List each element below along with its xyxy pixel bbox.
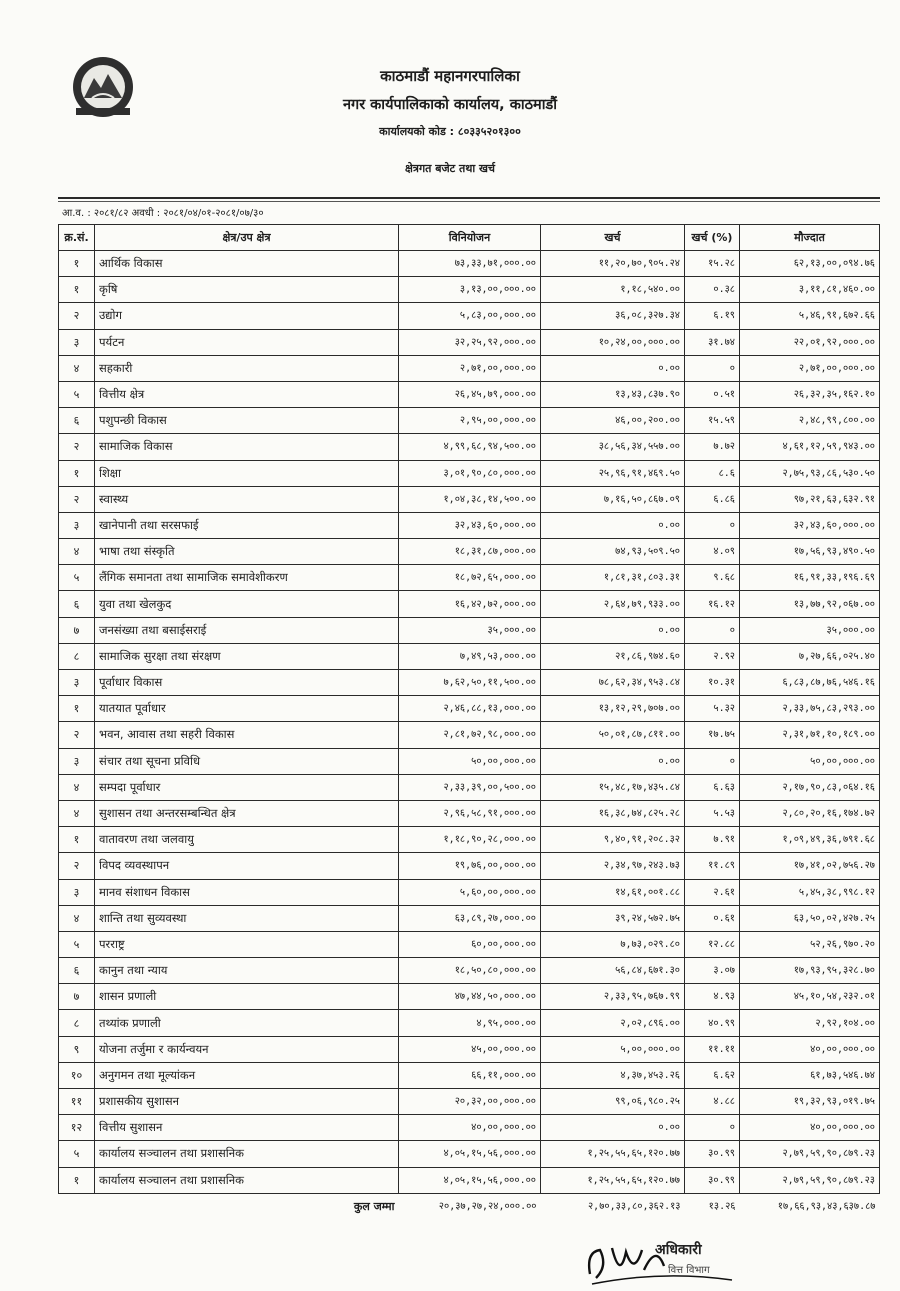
row-balance: १३,७७,९२,०६७.००	[740, 591, 880, 617]
row-balance: २,८०,२०,१६,१७४.७२	[740, 800, 880, 826]
row-balance: ४०,००,०००.००	[740, 1115, 880, 1141]
table-row	[59, 329, 880, 355]
total-row	[59, 1193, 880, 1219]
row-expenditure: ७,७३,०२९.८०	[541, 931, 685, 957]
row-sector-name: वातावरण तथा जलवायु	[95, 827, 399, 853]
row-balance: २,४८,९९,८००.००	[740, 408, 880, 434]
table-row	[59, 879, 880, 905]
table-row	[59, 748, 880, 774]
row-serial-number: १	[59, 827, 95, 853]
table-row	[59, 434, 880, 460]
row-balance: ६३,५०,०२,४२७.२५	[740, 905, 880, 931]
row-expenditure-pct: ३०.९९	[685, 1141, 740, 1167]
table-row	[59, 565, 880, 591]
row-serial-number: ५	[59, 1141, 95, 1167]
row-expenditure-pct: ६.६३	[685, 774, 740, 800]
row-expenditure-pct: १७.७५	[685, 722, 740, 748]
row-expenditure-pct: १५.५९	[685, 408, 740, 434]
row-expenditure: ०.००	[541, 1115, 685, 1141]
row-expenditure: १,१८,५४०.००	[541, 277, 685, 303]
table-row	[59, 303, 880, 329]
row-serial-number: ८	[59, 1010, 95, 1036]
signatory-department: वित्त विभाग	[668, 1265, 710, 1276]
row-serial-number: ६	[59, 958, 95, 984]
row-expenditure: ०.००	[541, 617, 685, 643]
row-serial-number: १	[59, 696, 95, 722]
row-serial-number: ४	[59, 355, 95, 381]
table-row	[59, 277, 880, 303]
row-balance: ६,८३,८७,७६,५४६.१६	[740, 670, 880, 696]
table-row	[59, 460, 880, 486]
row-sector-name: आर्थिक विकास	[95, 251, 399, 277]
row-serial-number: ७	[59, 984, 95, 1010]
row-expenditure: ०.००	[541, 748, 685, 774]
row-sector-name: तथ्यांक प्रणाली	[95, 1010, 399, 1036]
row-expenditure-pct: ६.८६	[685, 486, 740, 512]
row-expenditure: १,२५,५५,६५,१२०.७७	[541, 1141, 685, 1167]
row-expenditure: २,६४,७९,९३३.००	[541, 591, 685, 617]
row-expenditure: ३६,०८,३२७.३४	[541, 303, 685, 329]
table-row	[59, 853, 880, 879]
row-sector-name: योजना तर्जुमा र कार्यन्वयन	[95, 1036, 399, 1062]
row-expenditure-pct: ३१.७४	[685, 329, 740, 355]
row-balance: ३,११,८१,४६०.००	[740, 277, 880, 303]
row-sector-name: वित्तीय सुशासन	[95, 1115, 399, 1141]
signatory-title: अधिकारी	[655, 1242, 702, 1258]
row-allocation: २,३३,३९,००,५००.००	[399, 774, 541, 800]
row-serial-number: २	[59, 303, 95, 329]
row-serial-number: २	[59, 853, 95, 879]
row-allocation: ६३,८९,२७,०००.००	[399, 905, 541, 931]
row-allocation: १,१८,९०,२८,०००.००	[399, 827, 541, 853]
row-expenditure-pct: ०.६१	[685, 905, 740, 931]
row-sector-name: सामाजिक सुरक्षा तथा संरक्षण	[95, 643, 399, 669]
total-allocation: २०,३७,२७,२४,०००.००	[438, 1200, 537, 1212]
col-header-expenditure-pct: खर्च (%)	[685, 225, 740, 251]
row-expenditure-pct: ५.३२	[685, 696, 740, 722]
row-serial-number: ५	[59, 381, 95, 407]
row-expenditure-pct: ३.०७	[685, 958, 740, 984]
row-sector-name: कानुन तथा न्याय	[95, 958, 399, 984]
row-serial-number: ५	[59, 565, 95, 591]
row-expenditure-pct: ०	[685, 617, 740, 643]
row-sector-name: संचार तथा सूचना प्रविधि	[95, 748, 399, 774]
table-row	[59, 381, 880, 407]
office-code: कार्यालयको कोड : ८०३३५२०१३००	[379, 125, 521, 138]
total-balance: १७,६६,९३,४३,६३७.८७	[777, 1200, 876, 1212]
row-expenditure: ५०,०१,८७,८११.००	[541, 722, 685, 748]
row-balance: १९,३२,९३,०१९.७५	[740, 1089, 880, 1115]
row-allocation: ४७,४४,५०,०००.००	[399, 984, 541, 1010]
table-row	[59, 931, 880, 957]
row-allocation: २,४६,८८,१३,०००.००	[399, 696, 541, 722]
row-allocation: ४,९५,०००.००	[399, 1010, 541, 1036]
row-balance: ६१,७३,५४६.७४	[740, 1062, 880, 1088]
header-divider-thin	[58, 201, 880, 202]
row-expenditure: १३,४३,८३७.९०	[541, 381, 685, 407]
row-allocation: ३,०१,९०,८०,०००.००	[399, 460, 541, 486]
table-row	[59, 774, 880, 800]
table-row	[59, 512, 880, 538]
row-balance: २,७९,५९,९०,८७९.२३	[740, 1141, 880, 1167]
row-allocation: १,०४,३८,१४,५००.००	[399, 486, 541, 512]
row-allocation: ३५,०००.००	[399, 617, 541, 643]
row-expenditure-pct: १६.१२	[685, 591, 740, 617]
row-allocation: ६६,११,०००.००	[399, 1062, 541, 1088]
office-name: नगर कार्यपालिकाको कार्यालय, काठमाडौं	[342, 97, 557, 113]
table-row	[59, 800, 880, 826]
row-allocation: ३२,२५,९२,०००.००	[399, 329, 541, 355]
table-row	[59, 827, 880, 853]
row-allocation: २६,४५,७९,०००.००	[399, 381, 541, 407]
row-expenditure-pct: २.६१	[685, 879, 740, 905]
table-header-row	[59, 225, 880, 251]
row-expenditure: ३८,५६,३४,५५७.००	[541, 434, 685, 460]
row-allocation: १८,७२,६५,०००.००	[399, 565, 541, 591]
row-balance: ४०,००,०००.००	[740, 1036, 880, 1062]
col-header-sn: क्र.सं.	[59, 225, 95, 251]
table-row	[59, 1010, 880, 1036]
row-serial-number: ३	[59, 329, 95, 355]
row-expenditure: १,२५,५५,६५,१२०.७७	[541, 1167, 685, 1193]
total-expenditure: २,७०,३३,८०,३६२.१३	[587, 1200, 681, 1212]
fiscal-period: आ.व. : २०८१/८२ अवधी : २०८१/०४/०१-२०८१/०७/३०	[62, 208, 264, 219]
row-expenditure: ५६,८४,६७१.३०	[541, 958, 685, 984]
row-allocation: १८,३१,८७,०००.००	[399, 539, 541, 565]
row-expenditure-pct: ६.६२	[685, 1062, 740, 1088]
row-expenditure-pct: ३०.९९	[685, 1167, 740, 1193]
row-expenditure: ०.००	[541, 512, 685, 538]
table-row	[59, 722, 880, 748]
row-expenditure-pct: ०.५१	[685, 381, 740, 407]
row-serial-number: १	[59, 460, 95, 486]
row-balance: २,७५,९३,८६,५३०.५०	[740, 460, 880, 486]
row-expenditure-pct: ०	[685, 748, 740, 774]
row-expenditure: ९९,०६,९८०.२५	[541, 1089, 685, 1115]
row-serial-number: ४	[59, 539, 95, 565]
row-allocation: २,९५,००,०००.००	[399, 408, 541, 434]
row-sector-name: पशुपन्छी विकास	[95, 408, 399, 434]
row-expenditure: ४,३७,४५३.२६	[541, 1062, 685, 1088]
row-balance: १६,९१,३३,१९६.६९	[740, 565, 880, 591]
row-serial-number: ४	[59, 905, 95, 931]
row-sector-name: प्रशासकीय सुशासन	[95, 1089, 399, 1115]
row-expenditure: २१,८६,९७४.६०	[541, 643, 685, 669]
row-expenditure: २,३४,९७,२४३.७३	[541, 853, 685, 879]
row-expenditure-pct: २.९२	[685, 643, 740, 669]
table-row	[59, 1089, 880, 1115]
row-expenditure-pct: ११.११	[685, 1036, 740, 1062]
row-expenditure: ३९,२४,५७२.७५	[541, 905, 685, 931]
row-serial-number: २	[59, 722, 95, 748]
col-header-sector: क्षेत्र/उप क्षेत्र	[95, 225, 399, 251]
row-serial-number: २	[59, 486, 95, 512]
row-balance: २,३३,७५,८३,२९३.००	[740, 696, 880, 722]
row-serial-number: ३	[59, 879, 95, 905]
table-row	[59, 670, 880, 696]
row-balance: ३५,०००.००	[740, 617, 880, 643]
row-expenditure-pct: ८.६	[685, 460, 740, 486]
row-allocation: ५०,००,०००.००	[399, 748, 541, 774]
row-expenditure: १,८१,३१,८०३.३१	[541, 565, 685, 591]
row-allocation: २०,३२,००,०००.००	[399, 1089, 541, 1115]
row-serial-number: १	[59, 277, 95, 303]
row-sector-name: खानेपानी तथा सरसफाई	[95, 512, 399, 538]
row-serial-number: ४	[59, 774, 95, 800]
table-row	[59, 958, 880, 984]
row-expenditure: ७८,६२,३४,९५३.८४	[541, 670, 685, 696]
row-serial-number: ८	[59, 643, 95, 669]
table-row	[59, 905, 880, 931]
sector-budget-table	[58, 224, 880, 1219]
row-balance: २२,०१,९२,०००.००	[740, 329, 880, 355]
row-balance: ६२,१३,००,०९४.७६	[740, 251, 880, 277]
row-serial-number: १	[59, 1167, 95, 1193]
table-row	[59, 1167, 880, 1193]
row-allocation: ५,६०,००,०००.००	[399, 879, 541, 905]
municipality-name: काठमाडौं महानगरपालिका	[380, 67, 520, 85]
row-serial-number: ६	[59, 591, 95, 617]
row-serial-number: १	[59, 251, 95, 277]
row-serial-number: ३	[59, 512, 95, 538]
row-allocation: ५,८३,००,०००.००	[399, 303, 541, 329]
table-row	[59, 408, 880, 434]
row-balance: ५०,००,०००.००	[740, 748, 880, 774]
row-expenditure-pct: ४.०९	[685, 539, 740, 565]
row-balance: १७,५६,९३,४९०.५०	[740, 539, 880, 565]
row-expenditure-pct: ०	[685, 1115, 740, 1141]
row-sector-name: शान्ति तथा सुव्यवस्था	[95, 905, 399, 931]
row-expenditure: ९,४०,९१,२०८.३२	[541, 827, 685, 853]
row-sector-name: परराष्ट्र	[95, 931, 399, 957]
row-expenditure-pct: १२.८८	[685, 931, 740, 957]
row-expenditure: १६,३८,७४,८२५.२८	[541, 800, 685, 826]
row-balance: २,९२,१०४.००	[740, 1010, 880, 1036]
row-expenditure: ४६,००,२००.००	[541, 408, 685, 434]
row-allocation: ७,६२,५०,११,५००.००	[399, 670, 541, 696]
row-sector-name: लैंगिक समानता तथा सामाजिक समावेशीकरण	[95, 565, 399, 591]
row-sector-name: उद्योग	[95, 303, 399, 329]
row-expenditure: ७,१६,५०,८६७.०९	[541, 486, 685, 512]
row-balance: ३२,४३,६०,०००.००	[740, 512, 880, 538]
row-expenditure-pct: ११.८९	[685, 853, 740, 879]
table-row	[59, 539, 880, 565]
row-expenditure-pct: ४०.९९	[685, 1010, 740, 1036]
row-sector-name: कार्यालय सञ्चालन तथा प्रशासनिक	[95, 1141, 399, 1167]
row-expenditure-pct: ०	[685, 512, 740, 538]
row-sector-name: शिक्षा	[95, 460, 399, 486]
row-expenditure: ०.००	[541, 355, 685, 381]
row-allocation: ६०,००,०००.००	[399, 931, 541, 957]
total-spacer	[59, 1193, 95, 1219]
row-allocation: २,७१,००,०००.००	[399, 355, 541, 381]
row-sector-name: कृषि	[95, 277, 399, 303]
row-serial-number: ११	[59, 1089, 95, 1115]
row-balance: ५२,२६,९७०.२०	[740, 931, 880, 957]
row-allocation: ४,०५,१५,५६,०००.००	[399, 1167, 541, 1193]
row-sector-name: वित्तीय क्षेत्र	[95, 381, 399, 407]
table-row	[59, 1036, 880, 1062]
row-sector-name: सुशासन तथा अन्तरसम्बन्धित क्षेत्र	[95, 800, 399, 826]
row-balance: ९७,२१,६३,६३२.९१	[740, 486, 880, 512]
row-sector-name: सामाजिक विकास	[95, 434, 399, 460]
row-expenditure-pct: ५.५३	[685, 800, 740, 826]
row-serial-number: ३	[59, 670, 95, 696]
total-label: कुल जम्मा	[353, 1199, 395, 1213]
row-allocation: २,९६,५८,९१,०००.००	[399, 800, 541, 826]
row-serial-number: ५	[59, 931, 95, 957]
row-expenditure-pct: १०.३१	[685, 670, 740, 696]
row-balance: २,३१,७१,१०,१८९.००	[740, 722, 880, 748]
col-header-balance: मौज्दात	[740, 225, 880, 251]
row-balance: ४५,१०,५४,२३२.०१	[740, 984, 880, 1010]
row-expenditure-pct: ४.९३	[685, 984, 740, 1010]
row-sector-name: अनुगमन तथा मूल्यांकन	[95, 1062, 399, 1088]
row-expenditure-pct: ०.३८	[685, 277, 740, 303]
row-serial-number: ७	[59, 617, 95, 643]
row-allocation: २,८१,७२,९८,०००.००	[399, 722, 541, 748]
row-allocation: ४५,००,०००.००	[399, 1036, 541, 1062]
row-sector-name: सम्पदा पूर्वाधार	[95, 774, 399, 800]
row-allocation: ३२,४३,६०,०००.००	[399, 512, 541, 538]
total-expenditure-pct: १३.२६	[708, 1200, 736, 1212]
row-sector-name: युवा तथा खेलकुद	[95, 591, 399, 617]
row-expenditure-pct: ७.९१	[685, 827, 740, 853]
row-expenditure-pct: १५.२८	[685, 251, 740, 277]
row-allocation: १९,७६,००,०००.००	[399, 853, 541, 879]
row-sector-name: पूर्वाधार विकास	[95, 670, 399, 696]
row-sector-name: पर्यटन	[95, 329, 399, 355]
row-expenditure: २५,९६,९१,४६९.५०	[541, 460, 685, 486]
table-row	[59, 1062, 880, 1088]
table-row	[59, 251, 880, 277]
row-balance: ५,४५,३८,९९८.१२	[740, 879, 880, 905]
row-allocation: ३,१३,००,०००.००	[399, 277, 541, 303]
row-sector-name: विपद व्यवस्थापन	[95, 853, 399, 879]
row-balance: १,०९,४९,३६,७९१.६८	[740, 827, 880, 853]
row-expenditure-pct: ६.१९	[685, 303, 740, 329]
row-allocation: ४०,००,०००.००	[399, 1115, 541, 1141]
row-expenditure: १४,६१,००१.८८	[541, 879, 685, 905]
row-expenditure: ११,२०,७०,९०५.२४	[541, 251, 685, 277]
row-sector-name: शासन प्रणाली	[95, 984, 399, 1010]
row-expenditure: ७४,९३,५०९.५०	[541, 539, 685, 565]
row-serial-number: ४	[59, 800, 95, 826]
row-expenditure: १५,४८,१७,४३५.८४	[541, 774, 685, 800]
row-sector-name: स्वास्थ्य	[95, 486, 399, 512]
row-sector-name: सहकारी	[95, 355, 399, 381]
row-serial-number: १०	[59, 1062, 95, 1088]
row-sector-name: मानव संशाधन विकास	[95, 879, 399, 905]
table-row	[59, 591, 880, 617]
report-title: क्षेत्रगत बजेट तथा खर्च	[404, 162, 496, 175]
row-expenditure-pct: ४.८८	[685, 1089, 740, 1115]
row-balance: १७,४१,०२,७५६.२७	[740, 853, 880, 879]
row-allocation: ४,०५,१५,५६,०००.००	[399, 1141, 541, 1167]
row-balance: २,१७,९०,८३,०६४.१६	[740, 774, 880, 800]
row-balance: २,७९,५९,९०,८७९.२३	[740, 1167, 880, 1193]
row-expenditure: ५,००,०००.००	[541, 1036, 685, 1062]
table-row	[59, 1115, 880, 1141]
row-expenditure: २,०२,८९६.००	[541, 1010, 685, 1036]
row-expenditure: १०,२४,००,०००.००	[541, 329, 685, 355]
row-balance: २,७१,००,०००.००	[740, 355, 880, 381]
table-row	[59, 355, 880, 381]
col-header-allocation: विनियोजन	[399, 225, 541, 251]
row-serial-number: १२	[59, 1115, 95, 1141]
table-row	[59, 1141, 880, 1167]
table-row	[59, 984, 880, 1010]
row-allocation: १६,४२,७२,०००.००	[399, 591, 541, 617]
row-expenditure: २,३३,९५,७६७.९९	[541, 984, 685, 1010]
row-allocation: ७,४९,५३,०००.००	[399, 643, 541, 669]
row-expenditure-pct: ७.७२	[685, 434, 740, 460]
row-sector-name: यातयात पूर्वाधार	[95, 696, 399, 722]
row-allocation: १८,५०,८०,०००.००	[399, 958, 541, 984]
row-sector-name: भवन, आवास तथा सहरी विकास	[95, 722, 399, 748]
table-row	[59, 617, 880, 643]
row-serial-number: ६	[59, 408, 95, 434]
row-balance: ७,२७,६६,०२५.४०	[740, 643, 880, 669]
row-sector-name: कार्यालय सञ्चालन तथा प्रशासनिक	[95, 1167, 399, 1193]
row-sector-name: भाषा तथा संस्कृति	[95, 539, 399, 565]
row-balance: २६,३२,३५,१६२.१०	[740, 381, 880, 407]
row-expenditure-pct: ०	[685, 355, 740, 381]
row-serial-number: २	[59, 434, 95, 460]
header-divider	[58, 197, 880, 199]
row-balance: ४,६१,१२,५९,९४३.००	[740, 434, 880, 460]
row-allocation: ४,९९,६८,९४,५००.००	[399, 434, 541, 460]
table-row	[59, 486, 880, 512]
row-allocation: ७३,३३,७१,०००.००	[399, 251, 541, 277]
row-serial-number: ९	[59, 1036, 95, 1062]
row-expenditure: १३,१२,२९,७०७.००	[541, 696, 685, 722]
row-sector-name: जनसंख्या तथा बसाईसराई	[95, 617, 399, 643]
col-header-expenditure: खर्च	[541, 225, 685, 251]
row-serial-number: ३	[59, 748, 95, 774]
row-balance: ५,४६,९१,६७२.६६	[740, 303, 880, 329]
table-row	[59, 696, 880, 722]
row-expenditure-pct: ९.६८	[685, 565, 740, 591]
row-balance: १७,९३,९५,३२८.७०	[740, 958, 880, 984]
table-row	[59, 643, 880, 669]
